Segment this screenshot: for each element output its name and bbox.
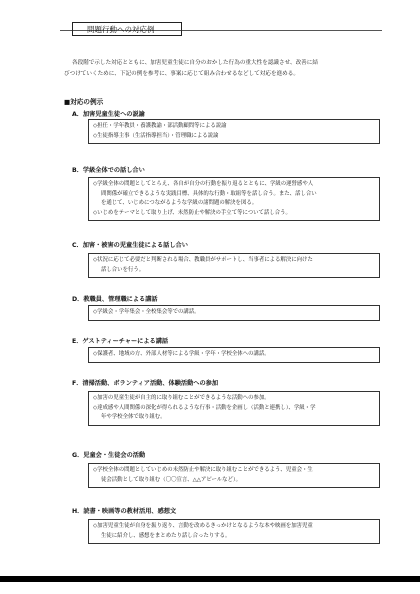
category-h-heading: H．読書・映画等の教材活用、感想文: [72, 508, 177, 515]
example-line: ◇いじめをテーマとして取り上げ、未然防止や解決の手立て等について話し合う。: [93, 209, 291, 216]
example-line: ◇状況に応じて必要だと判断される場合、教職員がサポートし、当事者による解決に向けた: [93, 257, 313, 263]
category-f-box: [88, 391, 380, 426]
category-c-box: [88, 253, 380, 278]
category-b-heading: B．学級全体での話し合い: [72, 167, 145, 174]
intro-line: 各段階で示した対応とともに、加害児童生徒に自分のおかした行為の重大性を認識させ、改善に結: [72, 60, 318, 66]
category-g-heading: G．児童会・生徒会の活動: [72, 452, 146, 459]
intro-paragraph: [64, 58, 384, 80]
category-a-heading: A．加害児童生徒への説諭: [72, 111, 145, 118]
category-f-heading: F．清掃活動、ボランティア活動、体験活動への参加: [72, 380, 219, 387]
category-d-box: [88, 305, 380, 321]
example-line: 生徒に紹介し、感想をまとめたり話し合ったりする。: [101, 532, 231, 539]
example-line: ◇加害の児童生徒が自主的に取り組むことができるような活動への参加。: [93, 395, 270, 401]
example-line: 話し合いを行う。: [101, 266, 145, 273]
category-c-heading: C．加害・被害の児童生徒による話し合い: [72, 242, 188, 249]
category-e-box: [88, 347, 380, 363]
example-line: ◇保護者、地域の方、外部人材等による学級・学年・学校全体への講話。: [93, 351, 270, 357]
example-line: ◇加害児童生徒が自身を振り返り、言動を改めるきっかけとなるような本や映画を加害児童: [93, 523, 313, 529]
example-line: ◇達成感や人間関係の深化が得られるような行事・活動を企画し（活動と連携し）、学級・学: [93, 404, 316, 411]
category-h-box: [88, 519, 380, 544]
example-line: ◇学級全体の問題としてとらえ、各自が自分の行動を振り返るとともに、学級の運營感や人: [93, 181, 314, 187]
example-line: ◇生徒指導主事（生活指導担当）・管理職による説論: [93, 132, 219, 139]
category-d-heading: D．教職員、管理職による講話: [72, 296, 158, 303]
category-b-box: [88, 177, 380, 221]
example-line: ◇学校全体の問題としていじめの未然防止や解決に取り組むことができるよう、児童会・生: [93, 467, 313, 473]
example-line: 徒会活動として取り組む（〇〇宣言、△△アピールなど）。: [101, 476, 242, 483]
page-bottom-bar: [0, 576, 420, 582]
category-a-box: [88, 119, 380, 144]
intro-line: びつけていくために、下記の例を参考に、事案に応じて組み合わせるなどして対応を進める。: [64, 71, 299, 77]
section-heading: ■対応の例示: [64, 98, 104, 106]
example-line: 年や学校全体で取り組む。: [101, 414, 166, 421]
example-line: 間関係が確立できるような実践目標、具体的な行動・取組等を話し合う。また、話し合い: [101, 190, 317, 197]
example-line: ◇学級会・学年集会・全校集会等での講話。: [93, 309, 200, 315]
example-line: を通じて、いじめにつながるような学級の諸問題の解決を図る。: [101, 200, 258, 207]
page-title: 問題行動への対応例: [72, 22, 182, 36]
category-e-heading: E．ゲストティーチャーによる講話: [72, 338, 169, 345]
category-g-box: [88, 463, 380, 488]
example-line: ◇担任・学年教員・養護教諭・部活動顧問等による説諭: [93, 123, 227, 129]
